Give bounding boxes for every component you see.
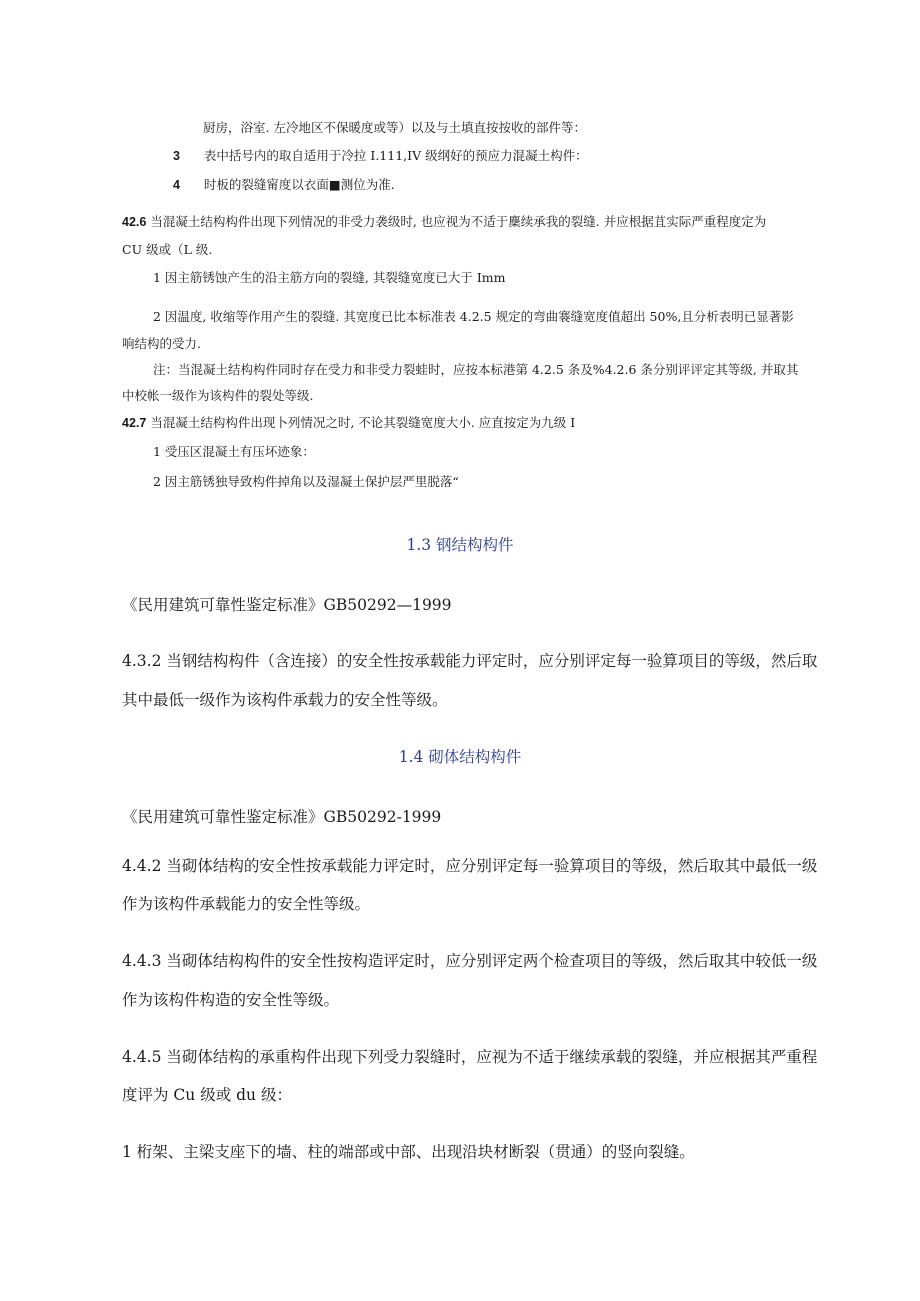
section-heading-1-4: 1.4 砌体结构构件 — [398, 748, 522, 766]
note-item-4-number: 4 — [173, 178, 180, 192]
clause-426-line-2: CU 级或（L 级. — [122, 242, 213, 257]
note-item-3-text: 表中括号内的取自适用于冷拉 I.111,IV 级纲好的预应力混凝土构件： — [203, 148, 588, 163]
note-item-4 — [173, 175, 395, 193]
section-1-3-reference: 《民用建筑可靠性鉴定标准》GB50292—1999 — [122, 596, 452, 614]
clause-443-line-2: 作为该构件构造的安全性等级。 — [122, 991, 340, 1009]
clause-426-item-2-line-1: 2 因温度, 收缩等作用产生的裂缝. 其宽度已比本标准表 4.2.5 规定的弯曲褰缝宽度值超出 50%,且分析表明已显著影 — [153, 309, 794, 324]
clause-427-number: 42.7 — [122, 416, 147, 430]
clause-426-number: 42.6 — [122, 215, 147, 229]
clause-427-item-2: 2 因主筋锈独导致构件掉角以及湿凝土保护层严里脱落“ — [153, 474, 459, 489]
clause-426-item-2-line-2: 响结构的受力. — [122, 336, 201, 351]
clause-443-line-1: 4.4.3 当砌体结构构件的安全性按构造评定时，应分别评定两个检查项目的等级，然后取其中较低一级 — [122, 952, 818, 970]
clause-445-item-1: 1 桁架、主梁支座下的墙、柱的端部或中部、出现沿块材断裂（贯通）的竖向裂缝。 — [122, 1143, 695, 1161]
clause-432-line-2: 其中最低一级作为该构件承载力的安全性等级。 — [122, 691, 448, 709]
clause-427-item-1: 1 受压区混凝土有压坏迹象： — [153, 444, 315, 459]
section-1-4-reference: 《民用建筑可靠性鉴定标准》GB50292-1999 — [122, 808, 442, 826]
section-heading-1-3: 1.3 钢结构构件 — [406, 536, 514, 554]
note-item-4-text: 时板的裂缝甯度以衣面■测位为准. — [203, 177, 395, 192]
note-continuation-line: 厨房，浴室. 左冷地区不保暖度或等）以及与土填直按按收的部件等： — [203, 120, 586, 135]
clause-426-item-1: 1 因主筋锈蚀产生的沿主筋方向的裂缝, 其裂缝宽度已大于 Imm — [153, 270, 506, 285]
clause-432-line-1: 4.3.2 当钢结构构件（含连接）的安全性按承载能力评定时，应分别评定每一验算项目的等级，然后取 — [122, 652, 818, 670]
clause-442-line-2: 作为该构件承载能力的安全性等级。 — [122, 895, 371, 913]
clause-445-line-1: 4.4.5 当砌体结构的承重构件出现下列受力裂缝时，应视为不适于继续承载的裂缝，并应根据其严重程 — [122, 1048, 818, 1066]
clause-442-line-1: 4.4.2 当砌体结构的安全性按承载能力评定时，应分别评定每一验算项目的等级，然后取其中最低一级 — [122, 857, 818, 875]
clause-426-line-1: 42.6 当混凝土结构构件出现下列情况的非受力袭级时, 也应视为不适于麇续承我的裂缝. 并应根据苴实际严重程度定为 — [122, 214, 767, 229]
note-item-3-number: 3 — [173, 149, 180, 163]
note-item-3 — [173, 146, 588, 164]
clause-427-line-1: 42.7 当混凝土结构构件出现卜列情况之时, 不论其裂缝宽度大小. 应直按定为九级 I — [122, 415, 576, 430]
clause-426-note-line-2: 中校帐一级作为该构件的裂处等级. — [122, 388, 314, 403]
clause-445-line-2: 度评为 Cu 级或 du 级： — [122, 1086, 292, 1104]
clause-426-note-line-1: 注：当混凝土结构构件同时存在受力和非受力裂蛙时，应按本标港第 4.2.5 条及%4.2.6 条分别评评定其等级, 并取其 — [153, 362, 799, 377]
